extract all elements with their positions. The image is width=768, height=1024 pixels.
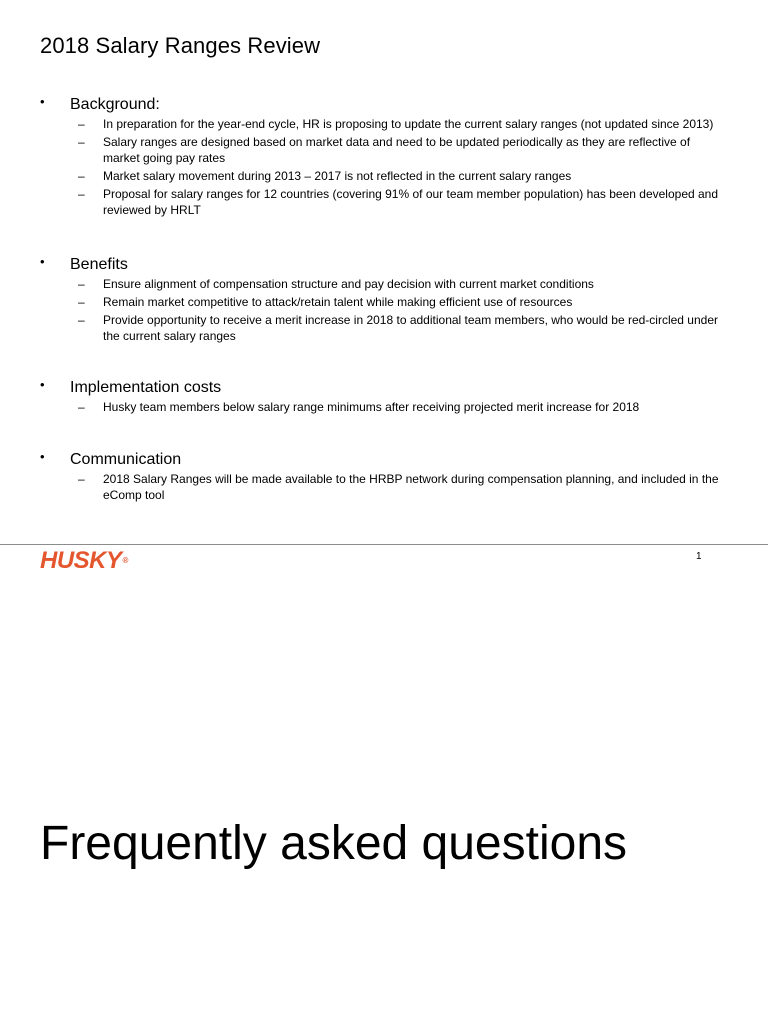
list-item bbox=[40, 294, 730, 310]
list-item-text: Remain market competitive to attack/retain talent while making efficient use of resources bbox=[103, 295, 573, 309]
list-item-text: Husky team members below salary range minimums after receiving projected merit increase for 2018 bbox=[103, 400, 640, 414]
dash-icon: – bbox=[78, 472, 85, 486]
slide-title: 2018 Salary Ranges Review bbox=[40, 33, 321, 58]
dash-icon: – bbox=[78, 135, 85, 149]
list-item bbox=[40, 276, 730, 292]
bullet-icon: • bbox=[40, 377, 45, 392]
bullet-icon: • bbox=[40, 254, 45, 269]
husky-logo bbox=[40, 549, 128, 573]
list-item-text: Proposal for salary ranges for 12 countries (covering 91% of our team member population) has been developed and reviewed by HRLT bbox=[103, 187, 719, 217]
dash-icon: – bbox=[78, 277, 85, 291]
dash-icon: – bbox=[78, 295, 85, 309]
footer-divider bbox=[0, 544, 768, 545]
list-item-text: Market salary movement during 2013 – 2017 is not reflected in the current salary ranges bbox=[103, 169, 572, 183]
section-label: Benefits bbox=[70, 256, 128, 273]
list-item bbox=[40, 399, 730, 415]
section-header bbox=[40, 451, 730, 471]
list-item bbox=[40, 116, 730, 132]
sub-list bbox=[40, 471, 730, 503]
list-item bbox=[40, 168, 730, 184]
registered-mark-icon: ® bbox=[122, 556, 128, 565]
list-item bbox=[40, 312, 730, 344]
list-item-text: In preparation for the year-end cycle, HR is proposing to update the current salary ranges (not updated since 2013) bbox=[103, 117, 714, 131]
dash-icon: – bbox=[78, 169, 85, 183]
list-item bbox=[40, 471, 730, 503]
list-item-text: Ensure alignment of compensation structure and pay decision with current market conditions bbox=[103, 277, 594, 291]
section-label: Background: bbox=[70, 96, 160, 113]
dash-icon: – bbox=[78, 187, 85, 201]
sub-list bbox=[40, 276, 730, 344]
section-benefits bbox=[40, 256, 730, 346]
sub-list bbox=[40, 399, 730, 415]
list-item bbox=[40, 134, 730, 166]
page-number: 1 bbox=[696, 551, 702, 562]
list-item-text: Provide opportunity to receive a merit increase in 2018 to additional team members, who would be red-circled under the current salary ranges bbox=[103, 313, 718, 343]
section-header bbox=[40, 379, 730, 399]
section-label: Implementation costs bbox=[70, 379, 222, 396]
bullet-icon: • bbox=[40, 449, 45, 464]
section-label: Communication bbox=[70, 451, 182, 468]
dash-icon: – bbox=[78, 313, 85, 327]
section-communication bbox=[40, 451, 730, 505]
list-item-text: 2018 Salary Ranges will be made available to the HRBP network during compensation planning, and included in the eComp tool bbox=[103, 472, 719, 502]
bullet-icon: • bbox=[40, 94, 45, 109]
section-header bbox=[40, 256, 730, 276]
list-item bbox=[40, 186, 730, 218]
dash-icon: – bbox=[78, 117, 85, 131]
dash-icon: – bbox=[78, 400, 85, 414]
faq-heading: Frequently asked questions bbox=[40, 817, 628, 870]
section-background bbox=[40, 96, 730, 220]
section-implementation-costs bbox=[40, 379, 730, 417]
logo-text: HUSKY bbox=[40, 547, 122, 574]
sub-list bbox=[40, 116, 730, 218]
section-header bbox=[40, 96, 730, 116]
list-item-text: Salary ranges are designed based on market data and need to be updated periodically as they are reflective of market going pay rates bbox=[103, 135, 691, 165]
